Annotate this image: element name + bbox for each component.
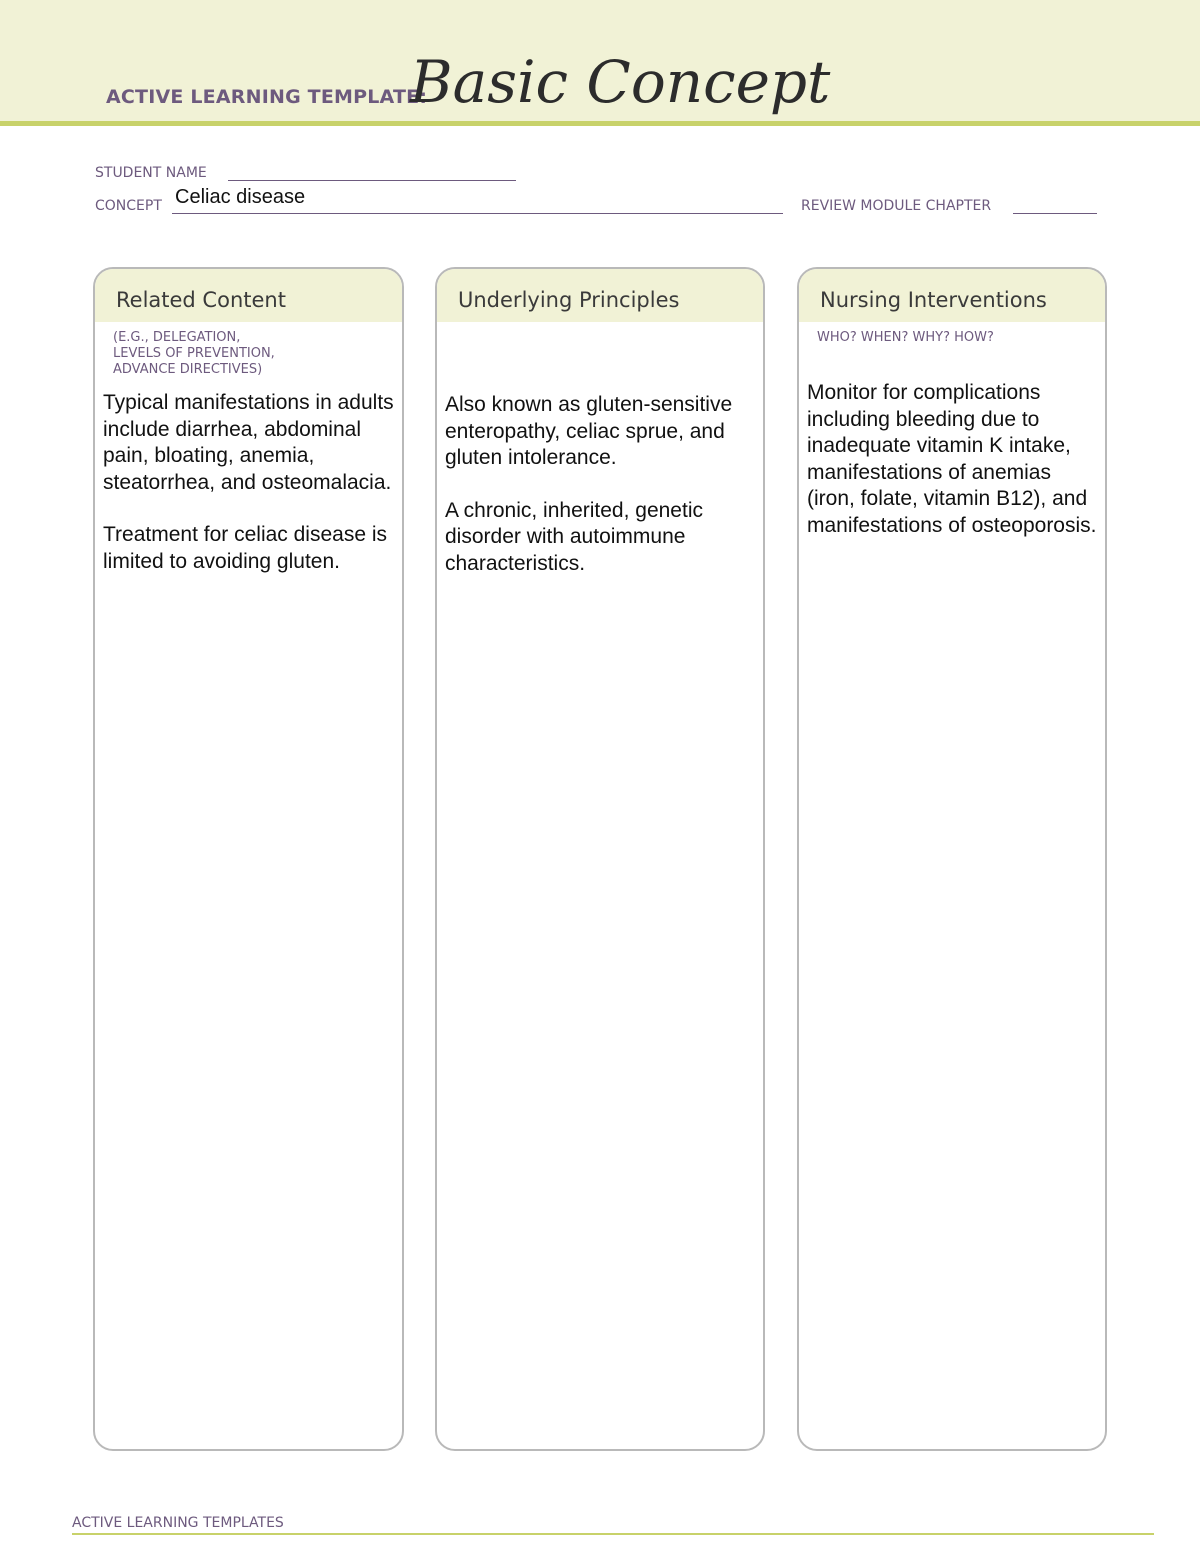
panel-title: Underlying Principles bbox=[458, 288, 680, 312]
panel-title: Related Content bbox=[116, 288, 286, 312]
panel-header bbox=[799, 269, 1105, 322]
panel-body bbox=[799, 380, 1105, 539]
panel-subtitle-line: WHO? WHEN? WHY? HOW? bbox=[817, 330, 994, 345]
panel-header bbox=[95, 269, 402, 322]
panel-header bbox=[437, 269, 763, 322]
panel-nursing-interventions bbox=[797, 267, 1107, 1451]
panel-subtitle bbox=[799, 330, 1105, 346]
panel-paragraph: Monitor for complications including bleeding due to inadequate vitamin K intake, manifestations of anemias (iron, folate, vitamin B12), and manifestations of osteoporosis. bbox=[807, 381, 1097, 537]
concept-field[interactable] bbox=[172, 213, 783, 214]
panel-paragraph: Also known as gluten-sensitive enteropathy, celiac sprue, and gluten intolerance. bbox=[445, 393, 733, 469]
footer-divider bbox=[72, 1533, 1154, 1535]
panel-related-content bbox=[93, 267, 404, 1451]
panel-paragraph: Treatment for celiac disease is limited to avoiding gluten. bbox=[103, 523, 388, 573]
concept-value: Celiac disease bbox=[175, 186, 306, 208]
panel-underlying-principles bbox=[435, 267, 765, 1451]
review-module-label: REVIEW MODULE CHAPTER bbox=[801, 198, 992, 214]
panel-subtitle-line: (E.G., DELEGATION, bbox=[113, 330, 241, 345]
template-label: ACTIVE LEARNING TEMPLATE: bbox=[106, 86, 428, 108]
panel-subtitle-line: LEVELS OF PREVENTION, bbox=[113, 346, 275, 361]
panel-body bbox=[95, 390, 402, 575]
header-divider bbox=[0, 121, 1200, 126]
panel-body bbox=[437, 392, 763, 577]
concept-label: CONCEPT bbox=[95, 198, 162, 214]
panel-subtitle bbox=[95, 330, 402, 378]
student-name-field[interactable] bbox=[228, 180, 516, 181]
panel-subtitle-line: ADVANCE DIRECTIVES) bbox=[113, 362, 263, 377]
footer-label: ACTIVE LEARNING TEMPLATES bbox=[72, 1515, 284, 1531]
template-title: Basic Concept bbox=[410, 48, 831, 116]
panel-paragraph: Typical manifestations in adults include diarrhea, abdominal pain, bloating, anemia, steatorrhea, and osteomalacia. bbox=[103, 391, 394, 494]
panel-paragraph: A chronic, inherited, genetic disorder with autoimmune characteristics. bbox=[445, 498, 703, 575]
panel-title: Nursing Interventions bbox=[820, 288, 1047, 312]
student-name-label: STUDENT NAME bbox=[95, 165, 207, 181]
review-module-field[interactable] bbox=[1013, 213, 1097, 214]
